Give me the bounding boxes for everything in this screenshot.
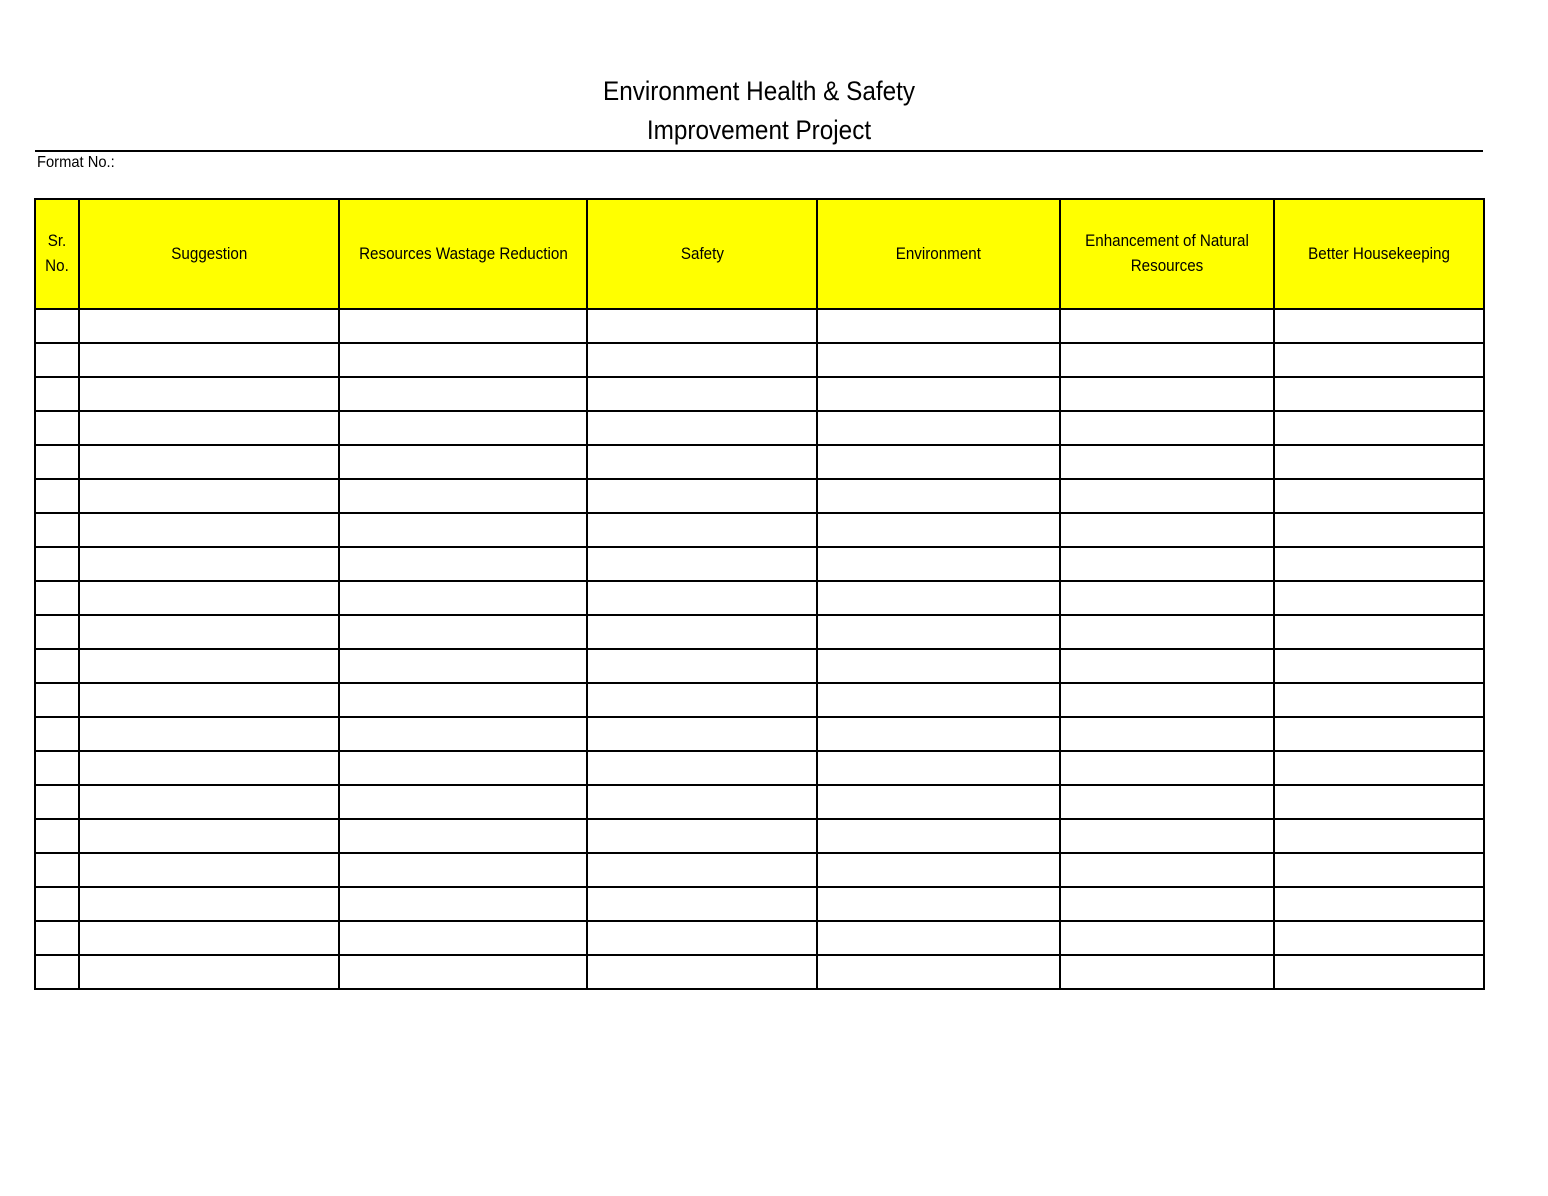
table-cell-sr-no[interactable]: [35, 343, 79, 377]
table-cell-safety[interactable]: [587, 887, 817, 921]
table-cell-enhancement-natural-resources[interactable]: [1060, 921, 1274, 955]
table-cell-enhancement-natural-resources[interactable]: [1060, 547, 1274, 581]
column-header-resources-wastage-reduction: Resources Wastage Reduction: [339, 199, 587, 309]
table-cell-better-housekeeping[interactable]: [1274, 445, 1484, 479]
table-cell-better-housekeeping[interactable]: [1274, 649, 1484, 683]
table-cell-environment[interactable]: [817, 887, 1060, 921]
table-cell-better-housekeeping[interactable]: [1274, 955, 1484, 989]
table-cell-safety[interactable]: [587, 377, 817, 411]
table-body: [35, 309, 1484, 989]
table-cell-environment[interactable]: [817, 309, 1060, 343]
table-cell-sr-no[interactable]: [35, 309, 79, 343]
table-cell-resources-wastage-reduction[interactable]: [339, 377, 587, 411]
table-cell-safety[interactable]: [587, 751, 817, 785]
table-cell-enhancement-natural-resources[interactable]: [1060, 853, 1274, 887]
table-cell-resources-wastage-reduction[interactable]: [339, 479, 587, 513]
table-cell-sr-no[interactable]: [35, 649, 79, 683]
table-cell-suggestion[interactable]: [79, 445, 339, 479]
table-cell-suggestion[interactable]: [79, 309, 339, 343]
table-cell-safety[interactable]: [587, 479, 817, 513]
table-cell-safety[interactable]: [587, 785, 817, 819]
table-cell-resources-wastage-reduction[interactable]: [339, 785, 587, 819]
table-cell-sr-no[interactable]: [35, 615, 79, 649]
table-cell-suggestion[interactable]: [79, 887, 339, 921]
table-cell-safety[interactable]: [587, 513, 817, 547]
table-cell-sr-no[interactable]: [35, 513, 79, 547]
table-cell-better-housekeeping[interactable]: [1274, 309, 1484, 343]
table-cell-better-housekeeping[interactable]: [1274, 513, 1484, 547]
table-cell-suggestion[interactable]: [79, 649, 339, 683]
table-cell-suggestion[interactable]: [79, 921, 339, 955]
table-cell-enhancement-natural-resources[interactable]: [1060, 785, 1274, 819]
table-cell-environment[interactable]: [817, 955, 1060, 989]
table-cell-sr-no[interactable]: [35, 751, 79, 785]
table-row: [35, 377, 1484, 411]
table-row: [35, 343, 1484, 377]
table-cell-better-housekeeping[interactable]: [1274, 581, 1484, 615]
table-cell-suggestion[interactable]: [79, 581, 339, 615]
document-title: [107, 72, 1410, 150]
table-cell-enhancement-natural-resources[interactable]: [1060, 411, 1274, 445]
table-cell-environment[interactable]: [817, 649, 1060, 683]
table-cell-sr-no[interactable]: [35, 377, 79, 411]
title-line-2: Improvement Project: [646, 115, 872, 145]
table-cell-enhancement-natural-resources[interactable]: [1060, 955, 1274, 989]
table-cell-environment[interactable]: [817, 819, 1060, 853]
table-cell-suggestion[interactable]: [79, 343, 339, 377]
table-cell-sr-no[interactable]: [35, 411, 79, 445]
table-cell-safety[interactable]: [587, 683, 817, 717]
table-cell-suggestion[interactable]: [79, 683, 339, 717]
title-line-1: Environment Health & Safety: [602, 76, 916, 106]
table-row: [35, 751, 1484, 785]
table-cell-better-housekeeping[interactable]: [1274, 921, 1484, 955]
table-cell-sr-no[interactable]: [35, 479, 79, 513]
table-cell-suggestion[interactable]: [79, 513, 339, 547]
table-cell-environment[interactable]: [817, 717, 1060, 751]
table-cell-sr-no[interactable]: [35, 717, 79, 751]
table-cell-environment[interactable]: [817, 615, 1060, 649]
table-row: [35, 683, 1484, 717]
table-cell-sr-no[interactable]: [35, 445, 79, 479]
table-cell-safety[interactable]: [587, 853, 817, 887]
table-cell-better-housekeeping[interactable]: [1274, 683, 1484, 717]
table-cell-better-housekeeping[interactable]: [1274, 479, 1484, 513]
table-cell-resources-wastage-reduction[interactable]: [339, 717, 587, 751]
table-cell-environment[interactable]: [817, 683, 1060, 717]
table-cell-environment[interactable]: [817, 785, 1060, 819]
table-cell-sr-no[interactable]: [35, 785, 79, 819]
title-divider: [35, 150, 1483, 152]
table-cell-sr-no[interactable]: [35, 955, 79, 989]
table-cell-better-housekeeping[interactable]: [1274, 547, 1484, 581]
table-cell-sr-no[interactable]: [35, 819, 79, 853]
table-cell-suggestion[interactable]: [79, 751, 339, 785]
table-cell-better-housekeeping[interactable]: [1274, 615, 1484, 649]
table-cell-suggestion[interactable]: [79, 785, 339, 819]
table-cell-safety[interactable]: [587, 921, 817, 955]
table-row: [35, 581, 1484, 615]
table-row: [35, 955, 1484, 989]
table-cell-sr-no[interactable]: [35, 887, 79, 921]
table-cell-resources-wastage-reduction[interactable]: [339, 411, 587, 445]
table-cell-safety[interactable]: [587, 547, 817, 581]
table-cell-enhancement-natural-resources[interactable]: [1060, 581, 1274, 615]
table-cell-enhancement-natural-resources[interactable]: [1060, 717, 1274, 751]
table-cell-sr-no[interactable]: [35, 581, 79, 615]
table-row: [35, 479, 1484, 513]
table-cell-environment[interactable]: [817, 547, 1060, 581]
table-cell-environment[interactable]: [817, 513, 1060, 547]
table-cell-suggestion[interactable]: [79, 853, 339, 887]
table-cell-safety[interactable]: [587, 649, 817, 683]
table-cell-sr-no[interactable]: [35, 921, 79, 955]
table-cell-suggestion[interactable]: [79, 615, 339, 649]
table-cell-suggestion[interactable]: [79, 819, 339, 853]
table-cell-suggestion[interactable]: [79, 717, 339, 751]
table-cell-resources-wastage-reduction[interactable]: [339, 547, 587, 581]
table-cell-enhancement-natural-resources[interactable]: [1060, 751, 1274, 785]
table-cell-better-housekeeping[interactable]: [1274, 377, 1484, 411]
table-cell-safety[interactable]: [587, 819, 817, 853]
table-row: [35, 785, 1484, 819]
table-row: [35, 887, 1484, 921]
table-row: [35, 853, 1484, 887]
table-cell-safety[interactable]: [587, 411, 817, 445]
table-cell-suggestion[interactable]: [79, 411, 339, 445]
table-cell-resources-wastage-reduction[interactable]: [339, 649, 587, 683]
table-cell-resources-wastage-reduction[interactable]: [339, 853, 587, 887]
column-header-sr-no: Sr. No.: [35, 199, 79, 309]
table-cell-resources-wastage-reduction[interactable]: [339, 513, 587, 547]
table-cell-environment[interactable]: [817, 751, 1060, 785]
table-row: [35, 445, 1484, 479]
table-cell-environment[interactable]: [817, 921, 1060, 955]
table-cell-resources-wastage-reduction[interactable]: [339, 683, 587, 717]
table-cell-resources-wastage-reduction[interactable]: [339, 581, 587, 615]
column-header-enhancement-natural-resources: Enhancement of Natural Resources: [1060, 199, 1274, 309]
table-row: [35, 309, 1484, 343]
table-cell-safety[interactable]: [587, 309, 817, 343]
table-cell-sr-no[interactable]: [35, 853, 79, 887]
table-row: [35, 513, 1484, 547]
table-row: [35, 921, 1484, 955]
table-cell-resources-wastage-reduction[interactable]: [339, 445, 587, 479]
table-cell-better-housekeeping[interactable]: [1274, 785, 1484, 819]
table-cell-resources-wastage-reduction[interactable]: [339, 887, 587, 921]
table-cell-enhancement-natural-resources[interactable]: [1060, 683, 1274, 717]
table-cell-better-housekeeping[interactable]: [1274, 343, 1484, 377]
table-cell-enhancement-natural-resources[interactable]: [1060, 343, 1274, 377]
table-cell-resources-wastage-reduction[interactable]: [339, 955, 587, 989]
table-cell-safety[interactable]: [587, 615, 817, 649]
table-cell-resources-wastage-reduction[interactable]: [339, 343, 587, 377]
table-cell-suggestion[interactable]: [79, 479, 339, 513]
table-row: [35, 547, 1484, 581]
table-cell-better-housekeeping[interactable]: [1274, 717, 1484, 751]
table-row: [35, 717, 1484, 751]
column-header-safety: Safety: [587, 199, 817, 309]
table-cell-sr-no[interactable]: [35, 683, 79, 717]
table-cell-environment[interactable]: [817, 377, 1060, 411]
table-cell-better-housekeeping[interactable]: [1274, 819, 1484, 853]
table-cell-environment[interactable]: [817, 479, 1060, 513]
table-row: [35, 615, 1484, 649]
table-cell-better-housekeeping[interactable]: [1274, 411, 1484, 445]
table-cell-safety[interactable]: [587, 343, 817, 377]
table-cell-safety[interactable]: [587, 717, 817, 751]
table-cell-sr-no[interactable]: [35, 547, 79, 581]
table-cell-resources-wastage-reduction[interactable]: [339, 819, 587, 853]
table-cell-enhancement-natural-resources[interactable]: [1060, 513, 1274, 547]
table-cell-enhancement-natural-resources[interactable]: [1060, 377, 1274, 411]
table-row: [35, 649, 1484, 683]
table-cell-environment[interactable]: [817, 411, 1060, 445]
table-cell-better-housekeeping[interactable]: [1274, 853, 1484, 887]
column-header-environment: Environment: [817, 199, 1060, 309]
table-header-row: [35, 199, 1484, 309]
table-cell-better-housekeeping[interactable]: [1274, 751, 1484, 785]
table-cell-suggestion[interactable]: [79, 547, 339, 581]
table-cell-suggestion[interactable]: [79, 955, 339, 989]
table-cell-better-housekeeping[interactable]: [1274, 887, 1484, 921]
table-cell-enhancement-natural-resources[interactable]: [1060, 819, 1274, 853]
table-cell-resources-wastage-reduction[interactable]: [339, 921, 587, 955]
table-cell-enhancement-natural-resources[interactable]: [1060, 615, 1274, 649]
table-cell-resources-wastage-reduction[interactable]: [339, 309, 587, 343]
table-cell-enhancement-natural-resources[interactable]: [1060, 445, 1274, 479]
table-cell-safety[interactable]: [587, 581, 817, 615]
format-number-label: Format No.:: [37, 154, 115, 171]
table-cell-environment[interactable]: [817, 445, 1060, 479]
table-cell-resources-wastage-reduction[interactable]: [339, 615, 587, 649]
table-cell-suggestion[interactable]: [79, 377, 339, 411]
table-cell-enhancement-natural-resources[interactable]: [1060, 479, 1274, 513]
improvement-project-table: [34, 198, 1485, 990]
column-header-better-housekeeping: Better Housekeeping: [1274, 199, 1484, 309]
table-cell-enhancement-natural-resources[interactable]: [1060, 309, 1274, 343]
table-row: [35, 411, 1484, 445]
column-header-suggestion: Suggestion: [79, 199, 339, 309]
table-cell-resources-wastage-reduction[interactable]: [339, 751, 587, 785]
table-cell-enhancement-natural-resources[interactable]: [1060, 887, 1274, 921]
table-cell-environment[interactable]: [817, 581, 1060, 615]
table-cell-environment[interactable]: [817, 343, 1060, 377]
table-cell-safety[interactable]: [587, 445, 817, 479]
table-cell-enhancement-natural-resources[interactable]: [1060, 649, 1274, 683]
table-cell-safety[interactable]: [587, 955, 817, 989]
table-cell-environment[interactable]: [817, 853, 1060, 887]
table-row: [35, 819, 1484, 853]
